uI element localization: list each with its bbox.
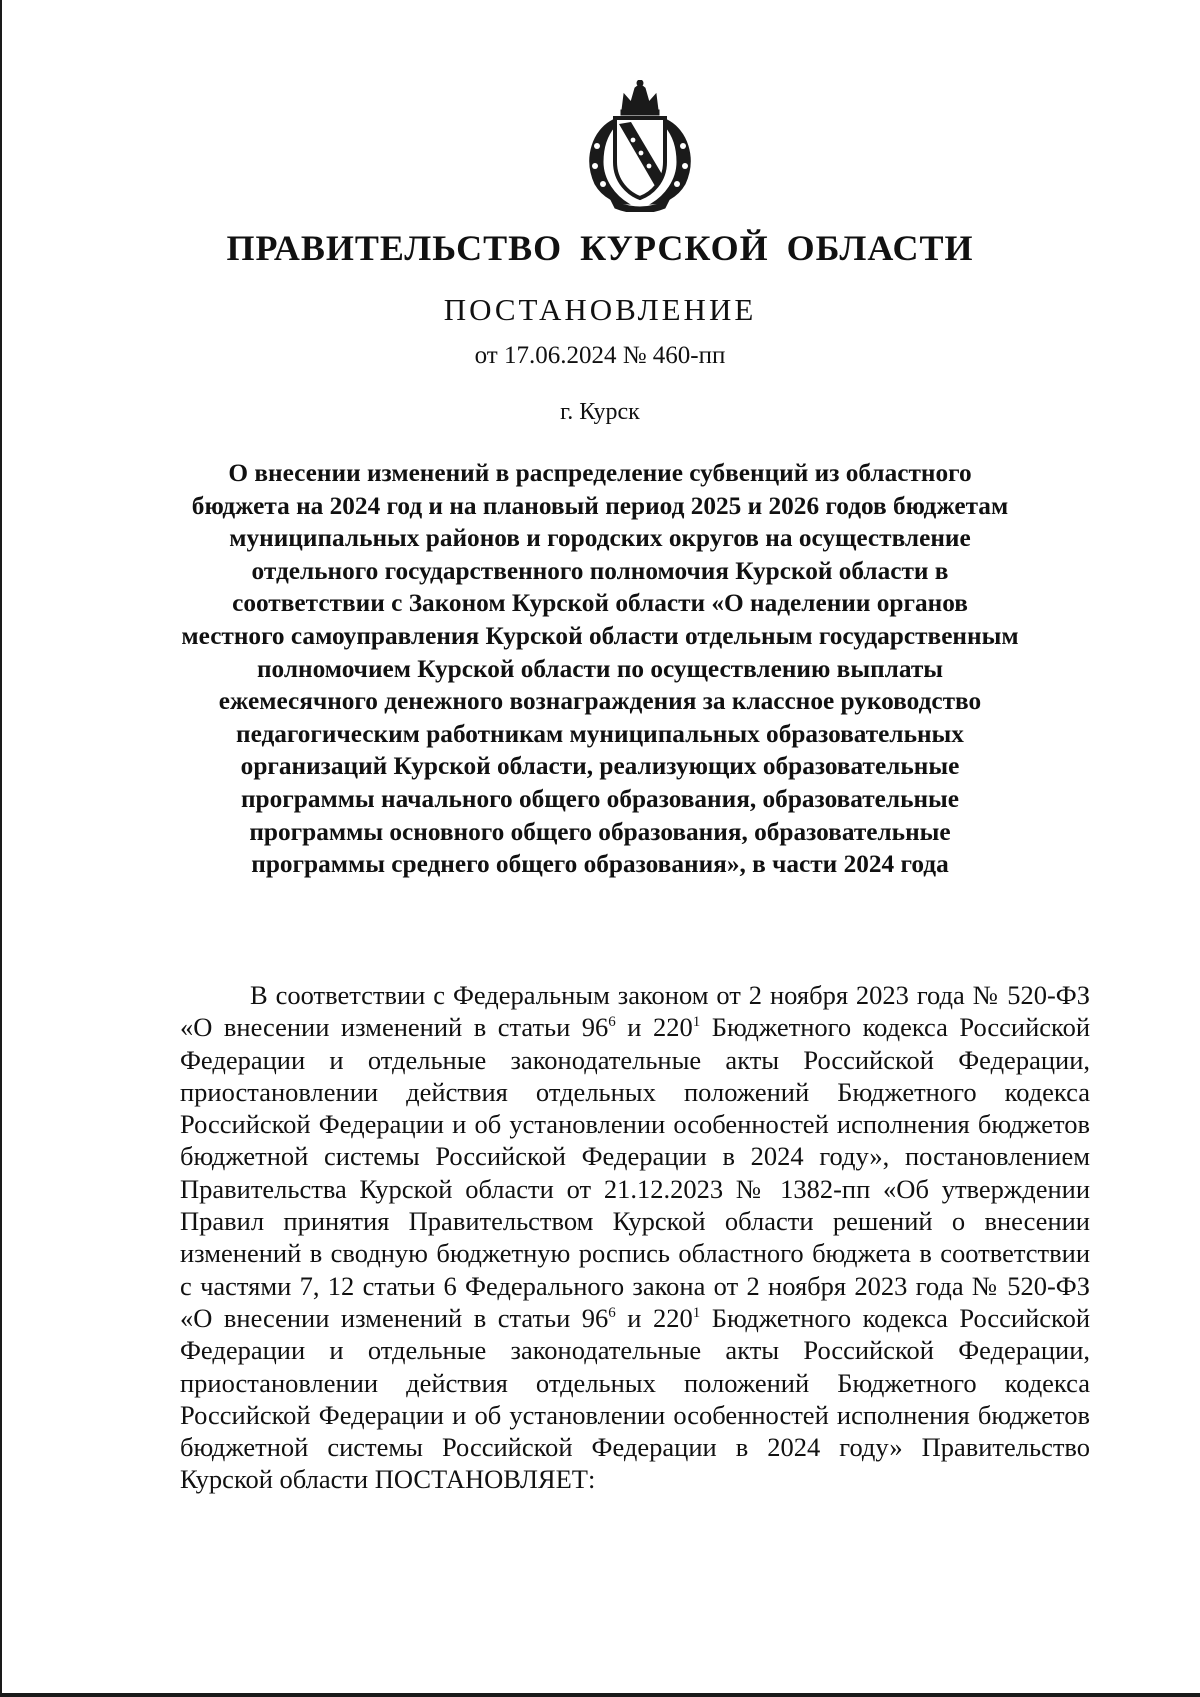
- organization-title: ПРАВИТЕЛЬСТВО КУРСКОЙ ОБЛАСТИ: [226, 228, 974, 268]
- body-text: В соответствии с Федеральным законом от 2 ноября 2023 года № 520-ФЗ «О внесении изменений в статьи 96: [180, 980, 1090, 1043]
- body-text: и 220: [615, 1012, 693, 1043]
- article-superscript: 6: [608, 1014, 616, 1031]
- document-body-paragraph: [180, 979, 1090, 1496]
- article-superscript: 1: [692, 1305, 701, 1322]
- document-city: г. Курск: [560, 399, 640, 425]
- article-superscript: 1: [692, 1014, 701, 1031]
- body-text: Бюджетного кодекса Российской Федерации и отдельные законодательные акты Российской Федерации, приостановлении действия отдельных положений Бюджетного кодекса Российской Федерации и об установлении особенностей исполнения бюджетов бюджетной системы Российской Федерации в 2024 году», постановлением Правительства Курской области от 21.12.2023 № 1382-пп «Об утверждении Правил принятия Правительством Курской области решений о внесении изменений в сводную бюджетную роспись областного бюджета в соответствии с частями 7, 12 статьи 6 Федерального закона от 2 ноября 2023 года № 520-ФЗ «О внесении изменений в статьи 96: [180, 1012, 1090, 1333]
- document-subject: О внесении изменений в распределение субвенций из областного бюджета на 2024 год и на плановый период 2025 и 2026 годов бюджетам муниципальных районов и городских округов на осуществление отдельного государственного полномочия Курской области в соответствии с Законом Курской области «О наделении органов местного самоуправления Курской области отдельным государственным полномочием Курской области по осуществлению выплаты ежемесячного денежного вознаграждения за классное руководство педагогическим работникам муниципальных образовательных организаций Курской области, реализующих образовательные программы начального общего образования, образовательные программы основного общего образования, образовательные программы среднего общего образования», в части 2024 года: [181, 459, 1019, 879]
- article-superscript: 6: [608, 1305, 616, 1322]
- body-text: Бюджетного кодекса Российской Федерации и отдельные законодательные акты Российской Федерации, приостановлении действия отдельных положений Бюджетного кодекса Российской Федерации и об установлении особенностей исполнения бюджетов бюджетной системы Российской Федерации в 2024 году» Правительство Курской области ПОСТАНОВЛЯЕТ:: [180, 1302, 1090, 1495]
- document-date-number: от 17.06.2024 № 460-пп: [474, 342, 726, 369]
- coat-of-arms-icon: [575, 80, 705, 212]
- body-text: и 220: [615, 1302, 693, 1333]
- document-type: ПОСТАНОВЛЕНИЕ: [443, 292, 757, 327]
- scan-edge-bottom: [0, 1693, 1200, 1697]
